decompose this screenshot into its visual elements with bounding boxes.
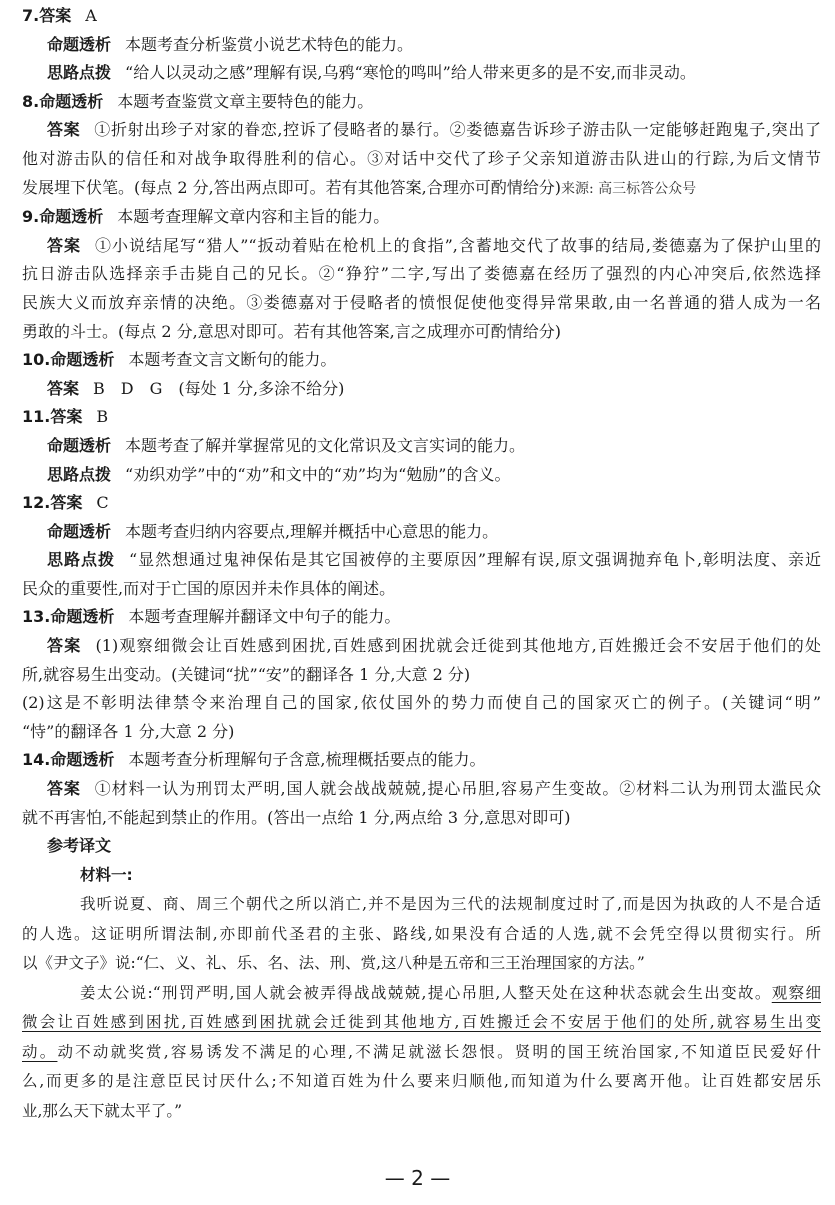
q12-hint-line-1 [22,546,821,575]
q10-answer: B D G (每处 1 分,多涂不给分) [93,378,345,398]
q10-analysis: 本题考查文言文断句的能力。 [128,350,337,370]
underlined-text: 动。 [22,1042,58,1061]
analysis-label: 命题透析 [39,207,104,227]
translation-p2-line-3: 动。动不动就奖赏,容易诱发不满足的心理,不满足就滋长怨恨。贤明的国王统治国家,不知道臣民爱好什 [22,1042,821,1061]
q9-answer-line-3: 民族大义而放弃亲情的决绝。③娄德嘉对于侵略者的愤恨促使他变得异常果敢,由一名普通的猎人成为一名 [22,292,821,312]
page-number: — 2 — [384,1166,451,1190]
hint-label: 思路点拨 [47,464,112,484]
q9-analysis-line [22,203,821,232]
q8-answer-1: ①折射出珍子对家的眷恋,控诉了侵略者的暴行。②娄德嘉告诉珍子游击队一定能够赶跑鬼子,突出了 [94,120,821,140]
q7-analysis-line [22,31,821,60]
q12-answer-line [22,489,821,518]
analysis-label: 命题透析 [47,521,112,541]
answer-label: 答案 [47,636,82,656]
q10-answer-line [22,375,821,404]
q13-answer-line-1 [22,632,821,661]
translation-title: 参考译文 [47,836,112,856]
q9-answer-line-2: 抗日游击队选择亲手击毙自己的兄长。②“狰狞”二字,写出了娄德嘉在经历了强烈的内心冲突后,依然选择 [22,264,821,284]
hint-label: 思路点拨 [47,550,115,570]
q11-analysis: 本题考查了解并掌握常见的文化常识及文言实词的能力。 [125,435,526,455]
answer-label: 答案 [50,407,83,427]
analysis-label: 命题透析 [50,350,115,370]
translation-p2-line-4: 么,而更多的是注意臣民讨厌什么;不知道百姓为什么要来归顺他,而知道为什么要离开他。让百姓都安居乐 [22,1072,821,1091]
q9-number: 9. [22,207,40,227]
q9-answer-line-1 [22,232,821,261]
translation-p1-line-3: 以《尹文子》说:“仁、义、礼、乐、名、法、刑、赏,这八种是五帝和三王治理国家的方法。” [22,954,645,973]
q11-hint: “劝织劝学”中的“劝”和文中的“劝”均为“勉励”的含义。 [125,464,511,484]
underlined-text: 微会让百姓感到困扰,百姓感到困扰就会迁徙到其他地方,百姓搬迁会不安居于他们的处所,就容易生出变 [22,1013,821,1032]
q9-answer-line-4: 勇敢的斗士。(每点 2 分,意思对即可。若有其他答案,言之成理亦可酌情给分) [22,321,562,341]
q14-number: 14. [22,750,51,770]
q14-answer-line-1 [22,775,821,804]
answer-label: 答案 [47,120,81,140]
q7-number: 7. [22,6,40,25]
answer-label: 答案 [47,378,80,398]
q7-answer: A [85,6,97,25]
q12-hint-line-2: 民众的重要性,而对于亡国的原因并未作具体的阐述。 [22,578,396,598]
q8-analysis-line [22,88,821,117]
q11-answer: B [96,407,109,427]
translation-p1-line-1: 我听说夏、商、周三个朝代之所以消亡,并不是因为三代的法规制度过时了,而是因为执政的人不是合适 [80,895,821,914]
analysis-label: 命题透析 [50,607,115,627]
analysis-label: 命题透析 [50,750,115,770]
underlined-text: 观察细 [771,983,821,1002]
q13-analysis: 本题考查理解并翻译文中句子的能力。 [128,607,401,627]
q7-hint-line [22,59,821,88]
q10-number: 10. [22,350,51,370]
hint-label: 思路点拨 [47,63,112,83]
q14-answer-1: ①材料一认为刑罚太严明,国人就会战战兢兢,提心吊胆,容易产生变故。②材料二认为刑罚太滥民众 [94,779,821,799]
source-note: 来源: 高三标答公众号 [561,180,697,197]
translation-p1-line-2: 的人选。这证明所谓法制,亦即前代圣君的主张、路线,如果没有合适的人选,就不会凭空得以贯彻实行。所 [22,924,821,943]
q13-answer-1: (1)观察细微会让百姓感到困扰,百姓感到困扰就会迁徙到其他地方,百姓搬迁会不安居于他们的处 [95,636,821,656]
answer-label: 答案 [47,235,82,255]
q9-answer-1: ①小说结尾写“猎人”“扳动着贴在枪机上的食指”,含蓄地交代了故事的结局,娄德嘉为了保护山里的 [95,235,821,255]
q13-answer-line-3: (2)这是不彰明法律禁令来治理自己的国家,依仗国外的势力而使自己的国家灭亡的例子。(关键词“明” [22,693,821,713]
analysis-label: 命题透析 [47,435,112,455]
q14-analysis: 本题考查分析理解句子含意,梳理概括要点的能力。 [128,750,486,770]
q8-number: 8. [22,91,40,111]
q13-answer-line-2: 所,就容易生出变动。(关键词“扰”“安”的翻译各 1 分,大意 2 分) [22,664,471,684]
q13-answer-line-4: “恃”的翻译各 1 分,大意 2 分) [22,721,235,741]
q8-answer-3: 发展埋下伏笔。(每点 2 分,答出两点即可。若有其他答案,合理亦可酌情给分) [22,177,562,197]
q8-answer-line-3 [22,174,821,204]
analysis-label: 命题透析 [39,91,104,111]
answer-label: 答案 [50,493,83,513]
q7-analysis: 本题考查分析鉴赏小说艺术特色的能力。 [125,34,414,54]
q13-analysis-line [22,603,821,632]
q11-analysis-line [22,432,821,461]
q8-answer-line-1 [22,116,821,145]
q11-hint-line [22,461,821,490]
q12-analysis: 本题考查归纳内容要点,理解并概括中心意思的能力。 [125,521,499,541]
translation-p2-line-2 [22,1008,821,1038]
q12-hint-1: “显然想通过鬼神保佑是其它国被停的主要原因”理解有误,原文强调抛弃龟卜,彰明法度、亲近 [128,550,821,570]
q12-number: 12. [22,493,51,513]
translation-p2-line-1: 姜太公说:“刑罚严明,国人就会被弄得战战兢兢,提心吊胆,人整天处在这种状态就会生出变故。观察细 [80,983,821,1002]
q14-answer-line-2: 就不再害怕,不能起到禁止的作用。(答出一点给 1 分,两点给 3 分,意思对即可) [22,807,571,827]
q14-analysis-line [22,746,821,775]
answer-label: 答案 [47,779,81,799]
q7-hint: “给人以灵动之感”理解有误,乌鸦“寒怆的鸣叫”给人带来更多的是不安,而非灵动。 [125,63,696,83]
q8-analysis: 本题考查鉴赏文章主要特色的能力。 [117,91,374,111]
translation-title-line [22,832,821,861]
answer-label: 答案 [39,6,72,25]
q10-analysis-line [22,346,821,375]
q8-answer-line-2: 他对游击队的信任和对战争取得胜利的信心。③对话中交代了珍子父亲知道游击队进山的行踪,为后文情节 [22,148,821,168]
q7-answer-line [22,2,821,31]
q9-analysis: 本题考查理解文章内容和主旨的能力。 [117,207,390,227]
q11-number: 11. [22,407,51,427]
translation-p2-line-5: 业,那么天下就太平了。” [22,1101,183,1120]
q13-number: 13. [22,607,51,627]
q12-analysis-line [22,518,821,547]
q12-answer: C [96,493,109,513]
material1-heading: 材料一: [80,865,133,884]
q11-answer-line [22,403,821,432]
analysis-label: 命题透析 [47,34,112,54]
